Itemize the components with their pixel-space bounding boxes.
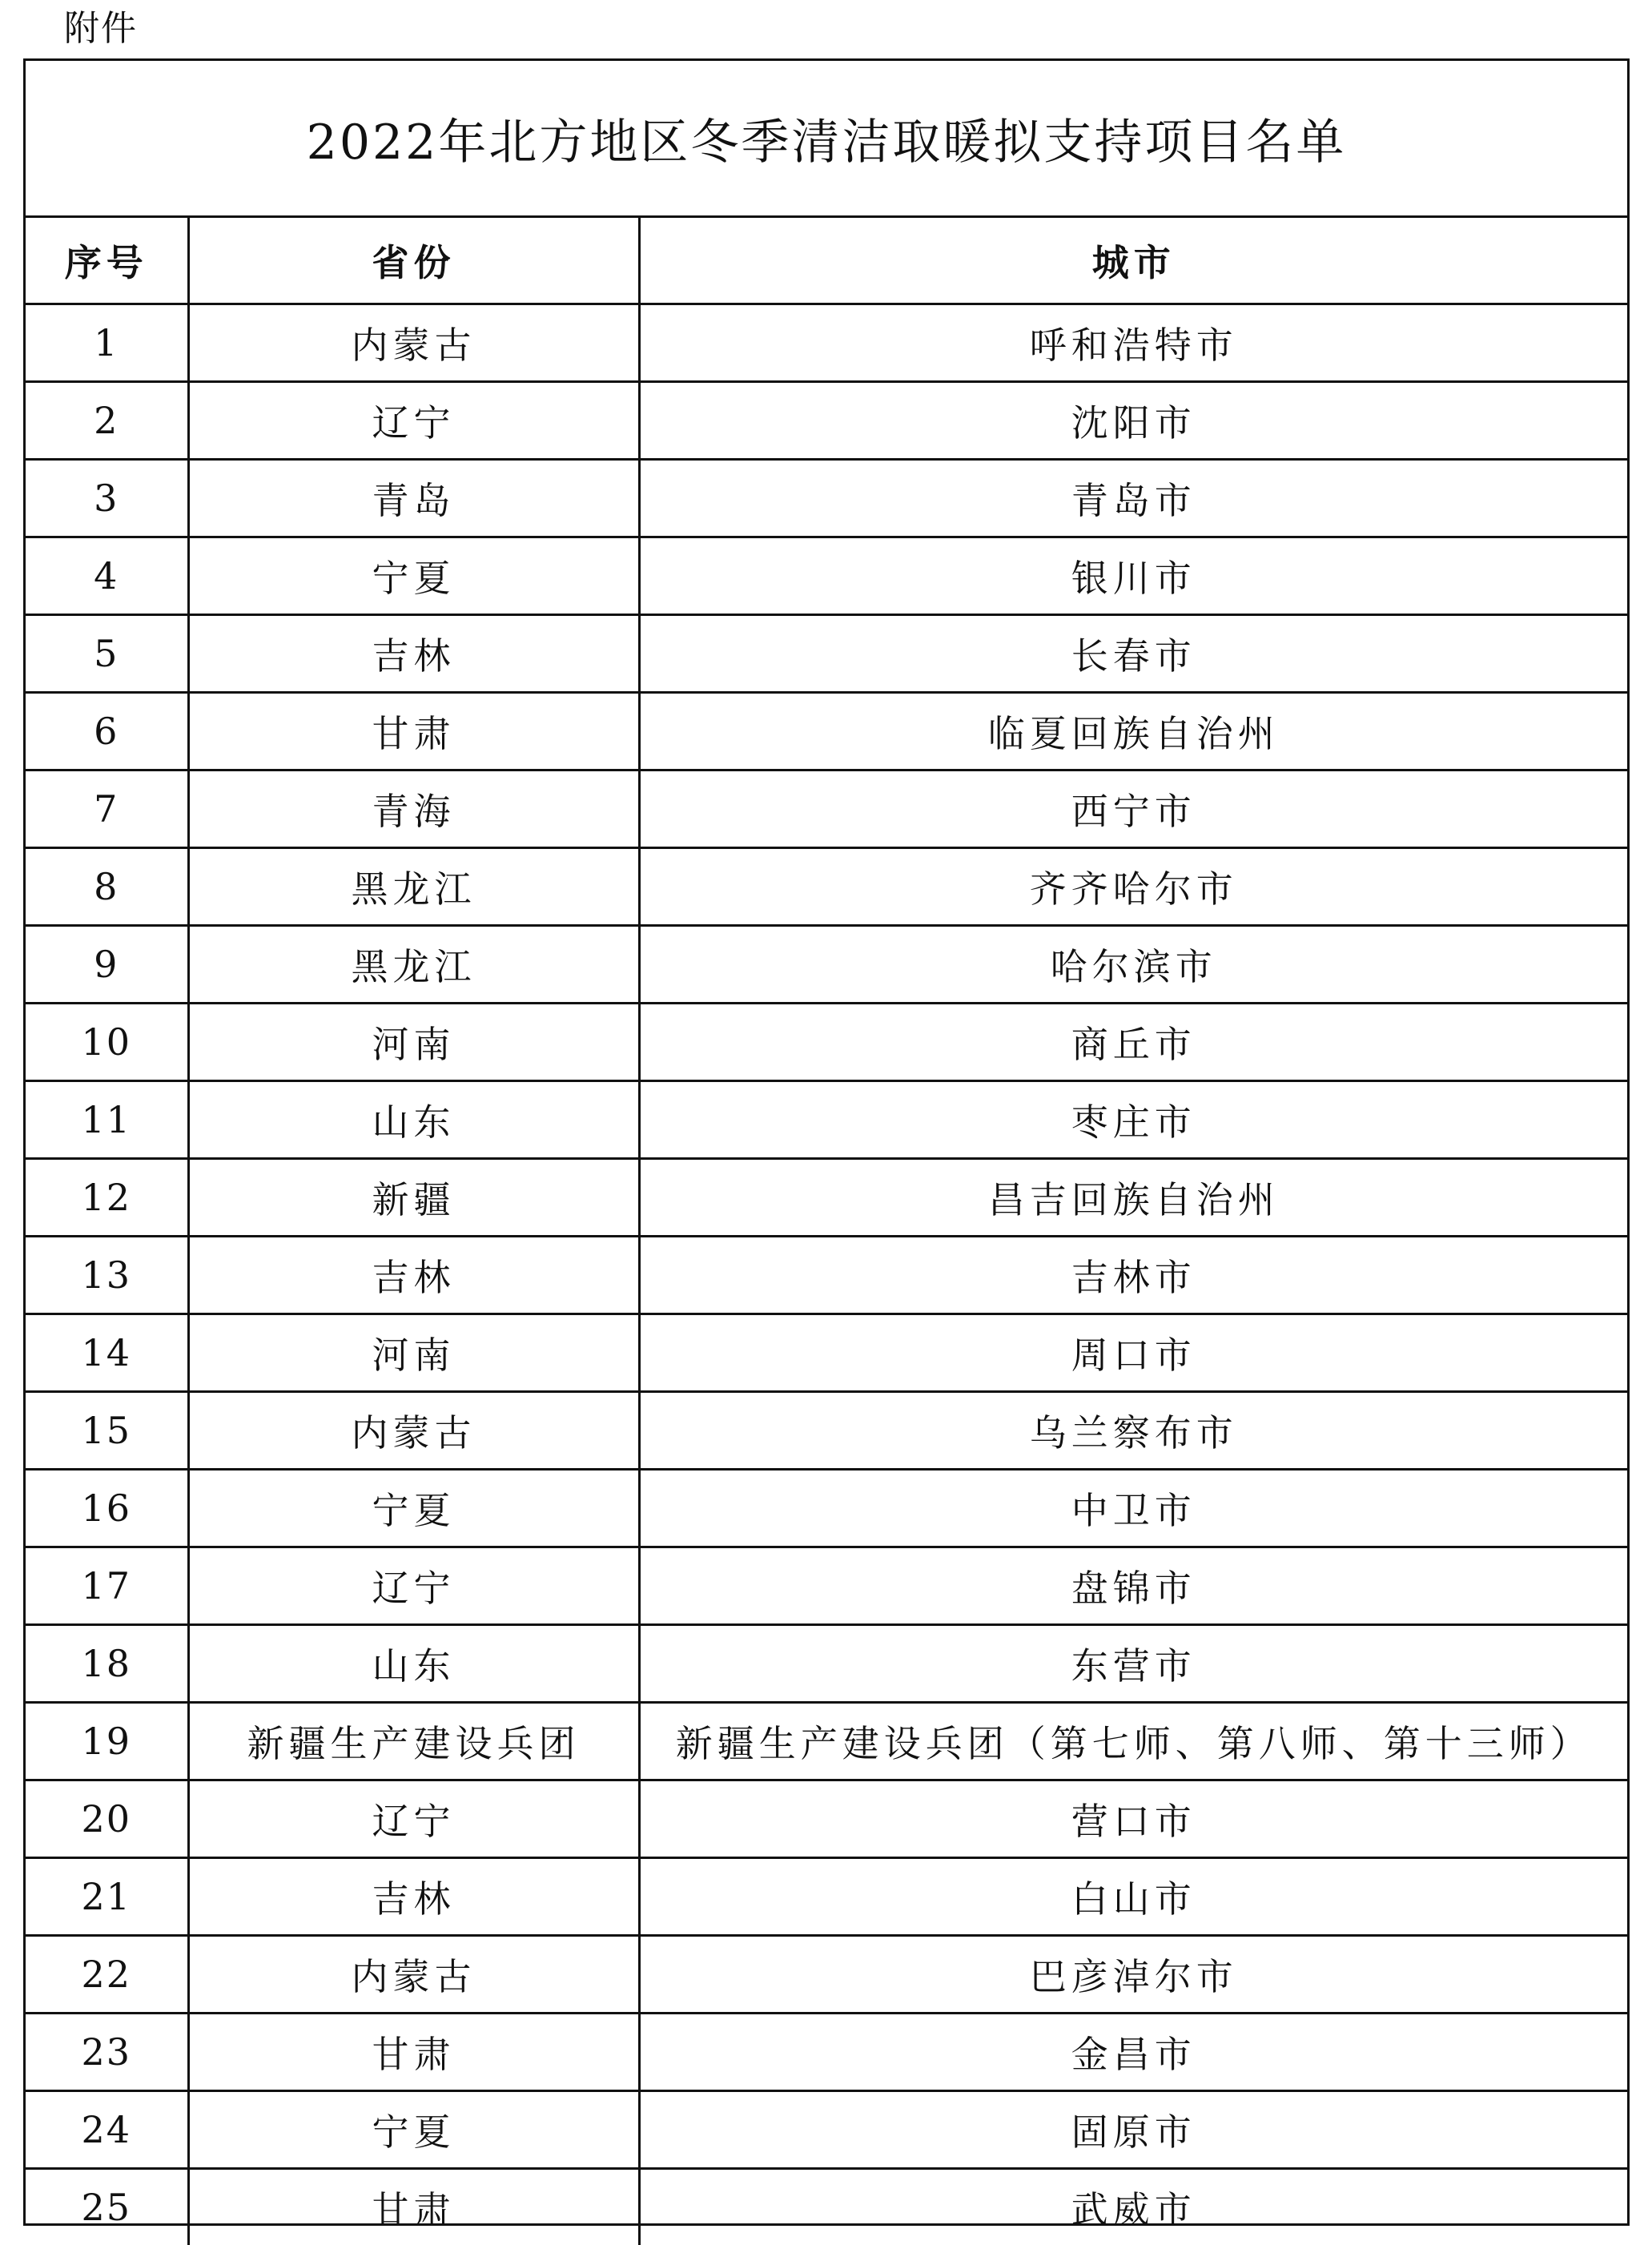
table-row bbox=[26, 1081, 1627, 1159]
header-index: 序号 bbox=[26, 218, 188, 304]
row-index-cell: 15 bbox=[26, 1392, 188, 1470]
row-city-cell: 沈阳市 bbox=[639, 382, 1627, 460]
row-province-cell: 内蒙古 bbox=[188, 1936, 639, 2014]
attachment-label: 附件 bbox=[64, 3, 138, 54]
row-city-cell: 西宁市 bbox=[639, 770, 1627, 848]
row-city-cell: 巴彦淖尔市 bbox=[639, 1936, 1627, 2014]
row-city-cell: 武威市 bbox=[639, 2169, 1627, 2245]
row-province-cell: 吉林 bbox=[188, 1237, 639, 1314]
table-row bbox=[26, 1470, 1627, 1547]
row-index-cell: 21 bbox=[26, 1858, 188, 1936]
row-city-cell: 青岛市 bbox=[639, 460, 1627, 537]
row-index-cell: 24 bbox=[26, 2091, 188, 2169]
row-province-cell: 黑龙江 bbox=[188, 848, 639, 926]
row-province-cell: 青岛 bbox=[188, 460, 639, 537]
row-province-cell: 山东 bbox=[188, 1625, 639, 1703]
table-row bbox=[26, 1780, 1627, 1858]
row-city-cell: 银川市 bbox=[639, 537, 1627, 615]
row-city-cell: 周口市 bbox=[639, 1314, 1627, 1392]
row-index-cell: 1 bbox=[26, 304, 188, 382]
table-row bbox=[26, 1392, 1627, 1470]
table-row bbox=[26, 926, 1627, 1004]
row-index-cell: 14 bbox=[26, 1314, 188, 1392]
row-province-cell: 甘肃 bbox=[188, 2014, 639, 2091]
table-row bbox=[26, 2169, 1627, 2245]
table-header-row bbox=[26, 218, 1627, 304]
table-row bbox=[26, 770, 1627, 848]
row-index-cell: 12 bbox=[26, 1159, 188, 1237]
row-province-cell: 宁夏 bbox=[188, 2091, 639, 2169]
table-row bbox=[26, 1314, 1627, 1392]
row-index-cell: 11 bbox=[26, 1081, 188, 1159]
row-city-cell: 新疆生产建设兵团（第七师、第八师、第十三师） bbox=[639, 1703, 1627, 1780]
row-city-cell: 乌兰察布市 bbox=[639, 1392, 1627, 1470]
row-city-cell: 枣庄市 bbox=[639, 1081, 1627, 1159]
table-row bbox=[26, 1237, 1627, 1314]
document-title: 2022年北方地区冬季清洁取暖拟支持项目名单 bbox=[26, 61, 1627, 218]
row-city-cell: 哈尔滨市 bbox=[639, 926, 1627, 1004]
row-city-cell: 白山市 bbox=[639, 1858, 1627, 1936]
row-province-cell: 河南 bbox=[188, 1314, 639, 1392]
table-row bbox=[26, 1004, 1627, 1081]
row-province-cell: 山东 bbox=[188, 1081, 639, 1159]
row-index-cell: 17 bbox=[26, 1547, 188, 1625]
project-table bbox=[26, 218, 1627, 2245]
table-row bbox=[26, 615, 1627, 693]
table-row bbox=[26, 1858, 1627, 1936]
header-city: 城市 bbox=[639, 218, 1627, 304]
row-city-cell: 东营市 bbox=[639, 1625, 1627, 1703]
row-province-cell: 甘肃 bbox=[188, 693, 639, 770]
table-row bbox=[26, 460, 1627, 537]
row-province-cell: 辽宁 bbox=[188, 1780, 639, 1858]
row-city-cell: 齐齐哈尔市 bbox=[639, 848, 1627, 926]
row-province-cell: 宁夏 bbox=[188, 537, 639, 615]
row-province-cell: 辽宁 bbox=[188, 1547, 639, 1625]
row-province-cell: 内蒙古 bbox=[188, 1392, 639, 1470]
row-index-cell: 4 bbox=[26, 537, 188, 615]
table-row bbox=[26, 693, 1627, 770]
table-row bbox=[26, 537, 1627, 615]
row-city-cell: 盘锦市 bbox=[639, 1547, 1627, 1625]
row-index-cell: 20 bbox=[26, 1780, 188, 1858]
row-city-cell: 呼和浩特市 bbox=[639, 304, 1627, 382]
row-index-cell: 2 bbox=[26, 382, 188, 460]
row-index-cell: 6 bbox=[26, 693, 188, 770]
row-city-cell: 固原市 bbox=[639, 2091, 1627, 2169]
table-row bbox=[26, 2091, 1627, 2169]
row-index-cell: 10 bbox=[26, 1004, 188, 1081]
row-index-cell: 3 bbox=[26, 460, 188, 537]
row-index-cell: 16 bbox=[26, 1470, 188, 1547]
row-province-cell: 新疆生产建设兵团 bbox=[188, 1703, 639, 1780]
row-city-cell: 长春市 bbox=[639, 615, 1627, 693]
row-city-cell: 商丘市 bbox=[639, 1004, 1627, 1081]
row-city-cell: 临夏回族自治州 bbox=[639, 693, 1627, 770]
project-list-sheet bbox=[23, 58, 1630, 2226]
row-index-cell: 23 bbox=[26, 2014, 188, 2091]
row-index-cell: 8 bbox=[26, 848, 188, 926]
row-index-cell: 25 bbox=[26, 2169, 188, 2245]
row-index-cell: 22 bbox=[26, 1936, 188, 2014]
table-row bbox=[26, 848, 1627, 926]
row-province-cell: 辽宁 bbox=[188, 382, 639, 460]
row-index-cell: 13 bbox=[26, 1237, 188, 1314]
row-index-cell: 18 bbox=[26, 1625, 188, 1703]
row-index-cell: 19 bbox=[26, 1703, 188, 1780]
row-city-cell: 吉林市 bbox=[639, 1237, 1627, 1314]
row-province-cell: 新疆 bbox=[188, 1159, 639, 1237]
row-city-cell: 中卫市 bbox=[639, 1470, 1627, 1547]
table-row bbox=[26, 382, 1627, 460]
header-province: 省份 bbox=[188, 218, 639, 304]
row-province-cell: 甘肃 bbox=[188, 2169, 639, 2245]
row-province-cell: 河南 bbox=[188, 1004, 639, 1081]
table-row bbox=[26, 2014, 1627, 2091]
table-row bbox=[26, 1547, 1627, 1625]
table-row bbox=[26, 1703, 1627, 1780]
table-row bbox=[26, 1625, 1627, 1703]
row-province-cell: 黑龙江 bbox=[188, 926, 639, 1004]
row-province-cell: 吉林 bbox=[188, 615, 639, 693]
row-city-cell: 昌吉回族自治州 bbox=[639, 1159, 1627, 1237]
row-city-cell: 金昌市 bbox=[639, 2014, 1627, 2091]
table-row bbox=[26, 304, 1627, 382]
row-index-cell: 9 bbox=[26, 926, 188, 1004]
row-index-cell: 5 bbox=[26, 615, 188, 693]
row-province-cell: 宁夏 bbox=[188, 1470, 639, 1547]
row-province-cell: 内蒙古 bbox=[188, 304, 639, 382]
row-city-cell: 营口市 bbox=[639, 1780, 1627, 1858]
row-province-cell: 吉林 bbox=[188, 1858, 639, 1936]
row-index-cell: 7 bbox=[26, 770, 188, 848]
table-body bbox=[26, 304, 1627, 2245]
table-row bbox=[26, 1159, 1627, 1237]
row-province-cell: 青海 bbox=[188, 770, 639, 848]
table-row bbox=[26, 1936, 1627, 2014]
